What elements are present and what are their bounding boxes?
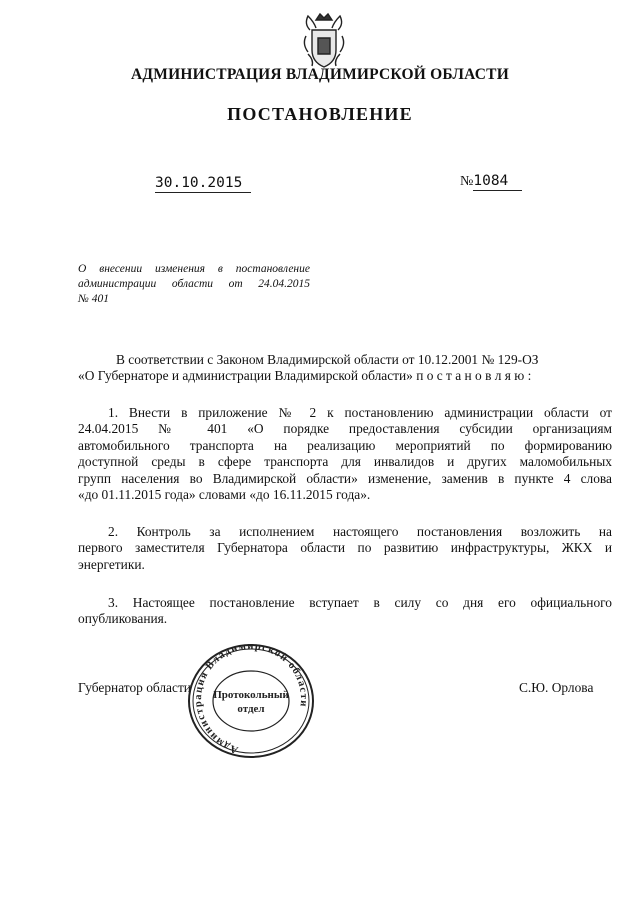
signatory-name: С.Ю. Орлова <box>519 680 594 695</box>
coat-of-arms-icon <box>300 10 348 70</box>
paragraph-line: групп населения во Владимирской области» изменение, заменив в пункте 4 слова <box>78 470 612 486</box>
number-prefix: № <box>460 174 474 189</box>
paragraph-line: «О Губернаторе и администрации Владимирской области» п о с т а н о в л я ю : <box>78 368 532 384</box>
item-2-paragraph <box>78 524 612 573</box>
paragraph-line: 24.04.2015 № 401 «О порядке предоставления субсидии организациям <box>78 421 612 437</box>
paragraph-line: 2. Контроль за исполнением настоящего постановления возложить на <box>108 524 612 539</box>
svg-text:Протокольный: Протокольный <box>213 689 289 701</box>
paragraph-line: первого заместителя Губернатора области по развитию инфраструктуры, ЖКХ и <box>78 540 612 556</box>
paragraph-line: 1. Внести в приложение № 2 к постановлению администрации области от <box>108 405 612 420</box>
official-stamp <box>182 640 320 762</box>
paragraph-line: В соответствии с Законом Владимирской области от 10.12.2001 № 129-ОЗ <box>116 352 539 367</box>
svg-text:Администрация Владимирской обл: Администрация Владимирской области <box>192 640 310 756</box>
subject-line: администрации области от 24.04.2015 <box>78 278 310 290</box>
subject-line: № 401 <box>78 293 109 305</box>
paragraph-line: «до 01.11.2015 года» словами «до 16.11.2015 года». <box>78 487 371 503</box>
item-3-paragraph <box>78 595 612 628</box>
paragraph-line: автомобильного транспорта на реализацию мероприятий по формированию <box>78 437 612 453</box>
paragraph-line: 3. Настоящее постановление вступает в силу со дня его официального <box>108 595 612 610</box>
item-1-paragraph <box>78 405 612 503</box>
paragraph-line: доступной среды в сфере транспорта для инвалидов и других маломобильных <box>78 454 612 470</box>
subject-line: О внесении изменения в постановление <box>78 263 310 275</box>
signatory-position: Губернатор области <box>78 680 191 695</box>
organization-title: АДМИНИСТРАЦИЯ ВЛАДИМИРСКОЙ ОБЛАСТИ <box>131 66 509 83</box>
number-value: 1084 <box>473 173 522 191</box>
document-date: 30.10.2015 <box>155 175 251 193</box>
paragraph-line: энергетики. <box>78 556 145 572</box>
document-subject <box>78 262 310 307</box>
svg-text:отдел: отдел <box>237 703 265 715</box>
document-type-title: ПОСТАНОВЛЕНИЕ <box>227 104 413 124</box>
paragraph-line: опубликования. <box>78 611 168 627</box>
document-number <box>460 173 530 190</box>
preamble-paragraph <box>78 352 612 385</box>
